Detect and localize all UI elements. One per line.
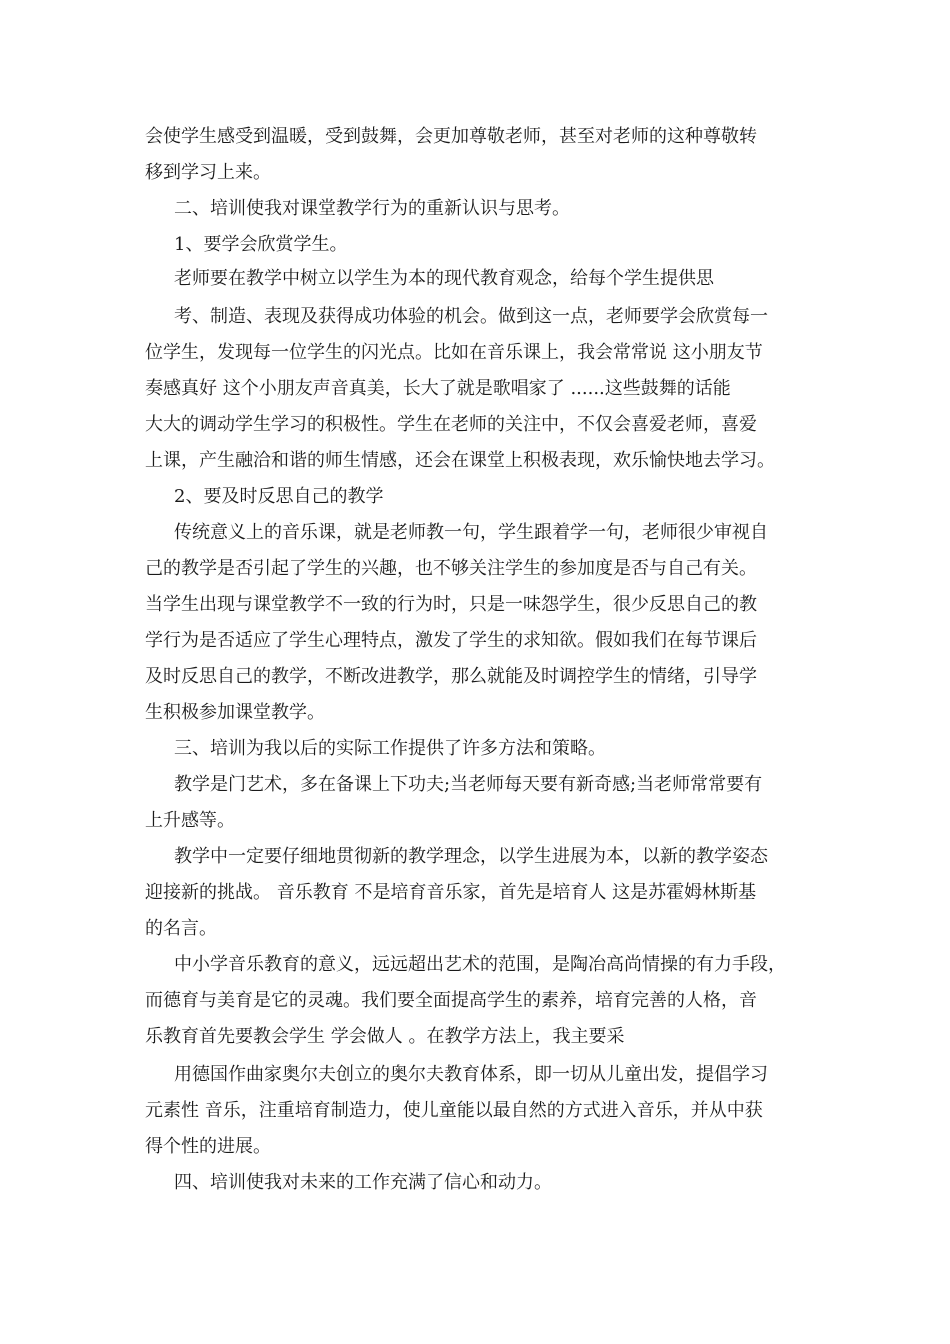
text-line: 及时反思自己的教学，不断改进教学，那么就能及时调控学生的情绪，引导学 [145,666,757,687]
text-line: 当学生出现与课堂教学不一致的行为时，只是一味怨学生，很少反思自己的教 [145,594,757,615]
text-line: 的名言。 [145,918,217,939]
text-line: 传统意义上的音乐课，就是老师教一句，学生跟着学一句，老师很少审视自 [174,522,768,543]
text-line: 生积极参加课堂教学。 [145,702,325,723]
text-line: 奏感真好 这个小朋友声音真美，长大了就是歌唱家了 ......这些鼓舞的话能 [145,378,731,399]
text-line: 学行为是否适应了学生心理特点，激发了学生的求知欲。假如我们在每节课后 [145,630,757,651]
subsection-heading: 2、要及时反思自己的教学 [174,486,384,507]
text-line: 上升感等。 [145,810,235,831]
text-line: 而德育与美育是它的灵魂。我们要全面提高学生的素养，培育完善的人格，音 [145,990,757,1011]
text-line: 大大的调动学生学习的积极性。学生在老师的关注中，不仅会喜爱老师，喜爱 [145,414,757,435]
text-line: 用德国作曲家奥尔夫创立的奥尔夫教育体系，即一切从儿童出发，提倡学习 [174,1064,768,1085]
text-line: 上课，产生融洽和谐的师生情感，还会在课堂上积极表现，欢乐愉快地去学习。 [145,450,775,471]
text-line: 位学生，发现每一位学生的闪光点。比如在音乐课上，我会常常说 这小朋友节 [145,342,763,363]
section-heading: 四、培训使我对未来的工作充满了信心和动力。 [174,1172,552,1193]
text-line: 教学中一定要仔细地贯彻新的教学理念，以学生进展为本，以新的教学姿态 [174,846,768,867]
text-line: 老师要在教学中树立以学生为本的现代教育观念，给每个学生提供思 [174,268,714,289]
text-line: 会使学生感受到温暖，受到鼓舞，会更加尊敬老师，甚至对老师的这种尊敬转 [145,126,757,147]
text-line: 元素性 音乐，注重培育制造力，使儿童能以最自然的方式进入音乐，并从中获 [145,1100,763,1121]
section-heading: 三、培训为我以后的实际工作提供了许多方法和策略。 [174,738,606,759]
subsection-heading: 1、要学会欣赏学生。 [174,234,348,255]
text-line: 得个性的进展。 [145,1136,271,1157]
text-line: 迎接新的挑战。 音乐教育 不是培育音乐家，首先是培育人 这是苏霍姆林斯基 [145,882,757,903]
text-line: 移到学习上来。 [145,162,271,183]
section-heading: 二、培训使我对课堂教学行为的重新认识与思考。 [174,198,570,219]
text-line: 考、制造、表现及获得成功体验的机会。做到这一点，老师要学会欣赏每一 [174,306,768,327]
text-line: 乐教育首先要教会学生 学会做人 。在教学方法上，我主要采 [145,1026,625,1047]
text-line: 教学是门艺术，多在备课上下功夫;当老师每天要有新奇感;当老师常常要有 [174,774,763,795]
text-line: 中小学音乐教育的意义，远远超出艺术的范围，是陶冶高尚情操的有力手段， [174,954,786,975]
text-line: 己的教学是否引起了学生的兴趣，也不够关注学生的参加度是否与自己有关。 [145,558,757,579]
